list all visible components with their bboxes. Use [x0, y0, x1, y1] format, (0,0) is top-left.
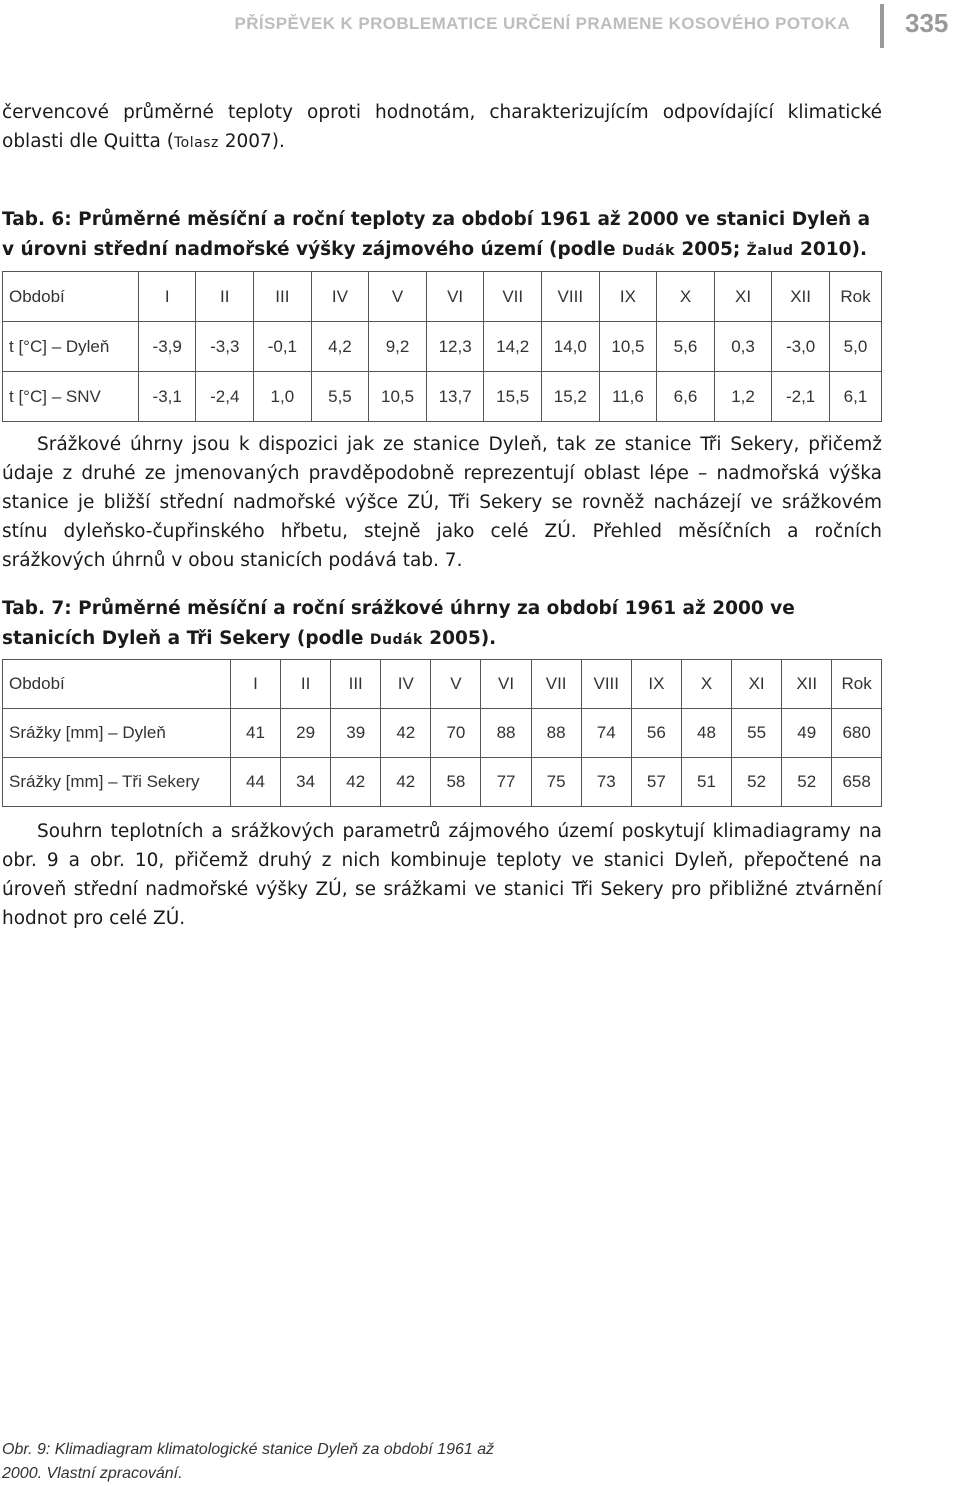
- table-cell: 6,6: [657, 372, 715, 422]
- row-label-cell: Srážky [mm] – Dyleň: [3, 709, 231, 758]
- table-row: [3, 758, 882, 807]
- column-header-cell: IV: [381, 660, 431, 709]
- table-cell: 9,2: [369, 322, 427, 372]
- column-header-cell: XII: [782, 660, 832, 709]
- table-cell: 34: [281, 758, 331, 807]
- citation-author: Dudák: [369, 632, 423, 648]
- table-cell: 52: [782, 758, 832, 807]
- table-cell: 74: [581, 709, 631, 758]
- column-header-cell: Rok: [829, 272, 881, 322]
- table-6-caption-text: Tab. 6: Průměrné měsíční a roční teploty za období 1961 až 2000 ve stanici Dyleň a v úrovni střední nadmořské výšky zájmového území (podle: [2, 209, 871, 260]
- table-cell: 1,0: [254, 372, 312, 422]
- paragraph-precipitation: [2, 430, 882, 575]
- column-header-cell: II: [281, 660, 331, 709]
- column-header-cell: V: [369, 272, 427, 322]
- table-cell: -3,1: [138, 372, 196, 422]
- table-cell: 70: [431, 709, 481, 758]
- column-header-cell: IX: [599, 272, 657, 322]
- paragraph-intro: [2, 98, 882, 158]
- table-header-row: [3, 272, 882, 322]
- paragraph-summary: [2, 817, 882, 933]
- table-cell: 658: [832, 758, 882, 807]
- table-cell: 5,0: [829, 322, 881, 372]
- citation-year: 2010).: [793, 239, 867, 260]
- table-cell: 13,7: [426, 372, 484, 422]
- running-title: PŘÍSPĚVEK K PROBLEMATICE URČENÍ PRAMENE KOSOVÉHO POTOKA: [234, 14, 850, 33]
- column-header-cell: XI: [732, 660, 782, 709]
- column-header-cell: V: [431, 660, 481, 709]
- table-cell: 41: [230, 709, 280, 758]
- table-cell: 48: [681, 709, 731, 758]
- table-row: [3, 372, 882, 422]
- table-cell: 680: [832, 709, 882, 758]
- table-cell: 42: [381, 709, 431, 758]
- column-header-cell: VI: [426, 272, 484, 322]
- citation-separator: 2005;: [674, 239, 747, 260]
- column-header-cell: II: [196, 272, 254, 322]
- column-header-cell: VIII: [542, 272, 600, 322]
- row-label-cell: Období: [3, 272, 139, 322]
- column-header-cell: VII: [484, 272, 542, 322]
- table-cell: -3,9: [138, 322, 196, 372]
- table-cell: 6,1: [829, 372, 881, 422]
- column-header-cell: XII: [772, 272, 830, 322]
- table-cell: 5,6: [657, 322, 715, 372]
- table-cell: 88: [531, 709, 581, 758]
- row-label-cell: Srážky [mm] – Tři Sekery: [3, 758, 231, 807]
- table-cell: -0,1: [254, 322, 312, 372]
- table-cell: 42: [331, 758, 381, 807]
- column-header-cell: VIII: [581, 660, 631, 709]
- table-cell: 57: [631, 758, 681, 807]
- table-cell: 15,2: [542, 372, 600, 422]
- table-6: [2, 271, 882, 422]
- citation-year: 2005).: [422, 628, 497, 649]
- table-cell: 49: [782, 709, 832, 758]
- citation-year: 2007).: [218, 131, 285, 152]
- table-cell: 0,3: [714, 322, 772, 372]
- table-cell: 73: [581, 758, 631, 807]
- table-cell: 77: [481, 758, 531, 807]
- paragraph-precipitation-text: Srážkové úhrny jsou k dispozici jak ze stanice Dyleň, tak ze stanice Tři Sekery, přičemž údaje z druhé ze jmenovaných pravděpodobně reprezentují oblast lépe – nadmořská výška stanice je bližší střední nadmořské výšce ZÚ, Tři Sekery se rovněž nacházejí ve srážkovém stínu dyleňsko-čupřinského hřbetu, stejně jako celé ZÚ. Přehled měsíčních a ročních srážkových úhrnů v obou stanicích podává tab. 7.: [2, 434, 882, 571]
- table-6-caption: [2, 205, 882, 266]
- table-cell: 14,0: [542, 322, 600, 372]
- table-cell: 88: [481, 709, 531, 758]
- header-divider: [880, 4, 884, 48]
- table-cell: 42: [381, 758, 431, 807]
- column-header-cell: VII: [531, 660, 581, 709]
- table-cell: 55: [732, 709, 782, 758]
- table-cell: 1,2: [714, 372, 772, 422]
- table-cell: 14,2: [484, 322, 542, 372]
- column-header-cell: X: [681, 660, 731, 709]
- table-cell: 56: [631, 709, 681, 758]
- column-header-cell: I: [230, 660, 280, 709]
- column-header-cell: VI: [481, 660, 531, 709]
- paragraph-summary-text: Souhrn teplotních a srážkových parametrů zájmového území poskytují klimadiagramy na obr. 9 a obr. 10, přičemž druhý z nich kombinuje teploty ve stanici Dyleň, přepočtené na úroveň střední nadmořské výšky ZÚ, se srážkami ve stanici Tři Sekery pro přibližné ztvárnění hodnot pro celé ZÚ.: [2, 821, 882, 929]
- table-7-caption: [2, 594, 882, 655]
- table-cell: 58: [431, 758, 481, 807]
- table-cell: 44: [230, 758, 280, 807]
- table-header-row: [3, 660, 882, 709]
- column-header-cell: XI: [714, 272, 772, 322]
- column-header-cell: I: [138, 272, 196, 322]
- column-header-cell: Rok: [832, 660, 882, 709]
- table-cell: 10,5: [599, 322, 657, 372]
- figure-9-caption: Obr. 9: Klimadiagram klimatologické stanice Dyleň za období 1961 až 2000. Vlastní zpracování.: [2, 1441, 495, 1482]
- table-cell: 39: [331, 709, 381, 758]
- table-cell: -2,4: [196, 372, 254, 422]
- table-cell: 4,2: [311, 322, 369, 372]
- column-header-cell: X: [657, 272, 715, 322]
- citation-author: Žalud: [746, 243, 794, 259]
- row-label-cell: Období: [3, 660, 231, 709]
- column-header-cell: IX: [631, 660, 681, 709]
- citation-author: Tolasz: [173, 135, 219, 151]
- page-number: 335: [905, 8, 949, 38]
- column-header-cell: III: [254, 272, 312, 322]
- table-cell: 10,5: [369, 372, 427, 422]
- table-7-caption-text: Tab. 7: Průměrné měsíční a roční srážkové úhrny za období 1961 až 2000 ve stanicích Dyleň a Tři Sekery (podle: [2, 598, 795, 649]
- row-label-cell: t [°C] – Dyleň: [3, 322, 139, 372]
- table-cell: 15,5: [484, 372, 542, 422]
- table-cell: 52: [732, 758, 782, 807]
- table-cell: -3,3: [196, 322, 254, 372]
- table-cell: 75: [531, 758, 581, 807]
- table-cell: -2,1: [772, 372, 830, 422]
- table-cell: 29: [281, 709, 331, 758]
- column-header-cell: IV: [311, 272, 369, 322]
- citation-author: Dudák: [622, 243, 675, 259]
- table-cell: 12,3: [426, 322, 484, 372]
- table-cell: 5,5: [311, 372, 369, 422]
- paragraph-intro-text: červencové průměrné teploty oproti hodnotám, charakterizujícím odpovídající klimatické oblasti dle Quitta (: [2, 102, 882, 152]
- column-header-cell: III: [331, 660, 381, 709]
- table-cell: -3,0: [772, 322, 830, 372]
- table-row: [3, 322, 882, 372]
- table-cell: 11,6: [599, 372, 657, 422]
- table-7: [2, 659, 882, 807]
- row-label-cell: t [°C] – SNV: [3, 372, 139, 422]
- table-cell: 51: [681, 758, 731, 807]
- table-row: [3, 709, 882, 758]
